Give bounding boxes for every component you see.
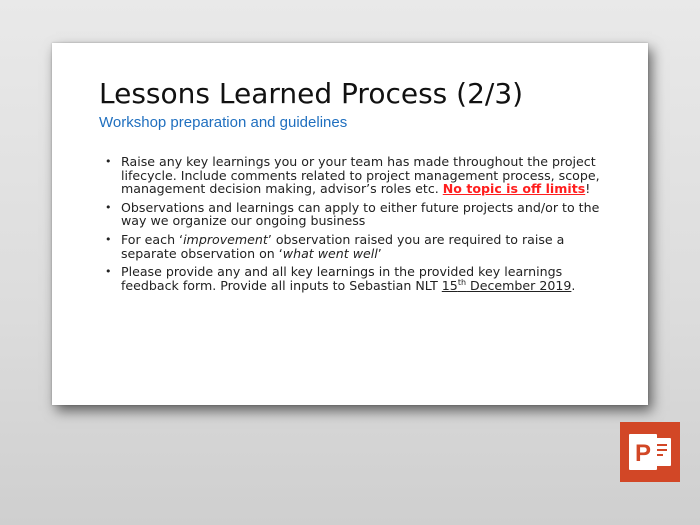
bullet-list (103, 155, 603, 297)
emphasis-what-went-well: what went well (282, 245, 378, 261)
bullet-text: Raise any key learnings you or your team has made throughout the project lifecycle. Include comments related to project management process, scope, management decision making, advisor’s roles etc. (121, 154, 600, 197)
powerpoint-icon (620, 422, 680, 482)
bullet-text: Please provide any and all key learnings in the provided key learnings feedback form. Provide all inputs to Sebastian NLT (121, 264, 563, 293)
slide-subtitle: Workshop preparation and guidelines (99, 114, 348, 131)
bullet-text-end: ’ (377, 245, 382, 261)
list-item (103, 201, 603, 228)
emphasis-improvement: improvement (183, 231, 268, 247)
powerpoint-letter: P (634, 440, 652, 467)
date-suffix: th (457, 277, 467, 287)
date-day: 15 (441, 277, 458, 293)
bullet-text: ’ observation raised you are required to raise a separate observation on ‘ (121, 231, 565, 261)
highlight-text: No topic is off limits (442, 181, 586, 197)
bullet-text-end: ! (585, 181, 591, 197)
slide-title: Lessons Learned Process (2/3) (99, 77, 524, 110)
date-rest: December 2019 (466, 277, 572, 293)
deadline-date (442, 278, 572, 293)
bullet-marker: • (105, 155, 112, 168)
bullet-marker: • (105, 265, 112, 279)
bullet-marker: • (105, 232, 112, 246)
bullet-text: Observations and learnings can apply to either future projects and/or to the way we organize our ongoing business (121, 199, 600, 229)
bullet-text: For each ‘ (121, 231, 184, 247)
list-item (103, 233, 603, 260)
list-item (103, 265, 603, 292)
bullet-text-end: . (571, 277, 576, 293)
bullet-marker: • (105, 200, 112, 214)
slide (52, 43, 648, 405)
list-item (103, 155, 603, 196)
